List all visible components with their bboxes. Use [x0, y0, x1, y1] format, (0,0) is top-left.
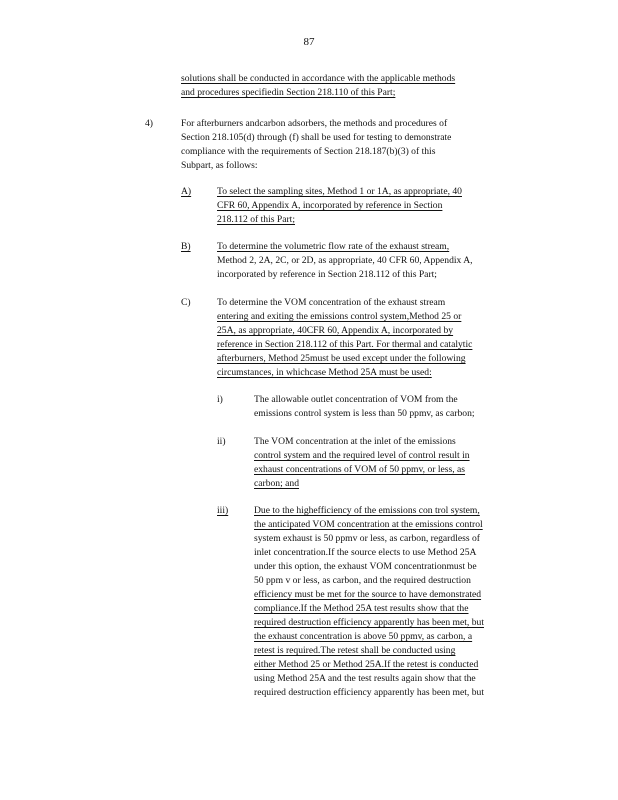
- item-4-paragraph: [181, 117, 531, 173]
- text-line: required destruction efficiency apparently has been met, but: [254, 617, 484, 628]
- page-number: 87: [303, 36, 315, 48]
- item-c-label: C): [181, 297, 191, 308]
- text-line: For afterburners andcarbon adsorbers, the methods and procedures of: [181, 118, 448, 129]
- text-line: the exhaust concentration is above 50 ppmv, as carbon, a: [254, 631, 473, 642]
- item-4-label: 4): [145, 118, 153, 129]
- text-line: using Method 25A and the test results again show that the: [254, 673, 476, 684]
- text-line: and procedures specifiedin Section 218.110 of this Part;: [181, 87, 396, 98]
- text-line: To determine the VOM concentration of the exhaust stream: [217, 297, 446, 308]
- text-line: exhaust concentrations of VOM of 50 ppmv, or less, as: [254, 464, 466, 475]
- intro-paragraph: [181, 72, 531, 100]
- text-line: Section 218.105(d) through (f) shall be used for testing to demonstrate: [181, 132, 452, 143]
- text-line: 218.112 of this Part;: [217, 214, 295, 225]
- text-line: under this option, the exhaust VOM concentrationmust be: [254, 561, 477, 572]
- text-line: either Method 25 or Method 25A.If the retest is conducted: [254, 659, 479, 670]
- text-line: The allowable outlet concentration of VOM from the: [254, 394, 458, 405]
- text-line: reference in Section 218.112 of this Part. For thermal and catalytic: [217, 339, 473, 350]
- text-line: efficiency must be met for the source to have demonstrated: [254, 589, 482, 600]
- text-line: emissions control system is less than 50 ppmv, as carbon;: [254, 408, 475, 419]
- text-line: system exhaust is 50 ppmv or less, as carbon, regardless of: [254, 533, 480, 544]
- item-c-iii-label: iii): [217, 505, 229, 516]
- item-b-label: B): [181, 241, 191, 252]
- text-line: To select the sampling sites, Method 1 or 1A, as appropriate, 40: [217, 186, 462, 197]
- text-line: afterburners, Method 25must be used except under the following: [217, 353, 466, 364]
- item-a-paragraph: [217, 185, 537, 227]
- item-c-ii-paragraph: [254, 435, 544, 491]
- text-line: 25A, as appropriate, 40CFR 60, Appendix A, incorporated by: [217, 325, 454, 336]
- text-line: carbon; and: [254, 478, 300, 489]
- text-line: the anticipated VOM concentration at the emissions control: [254, 519, 483, 530]
- text-line: 50 ppm v or less, as carbon, and the required destruction: [254, 575, 471, 586]
- item-c-i-paragraph: [254, 393, 544, 421]
- item-b-paragraph: [217, 240, 542, 282]
- text-line: incorporated by reference in Section 218.112 of this Part;: [217, 269, 437, 280]
- text-line: entering and exiting the emissions control system,Method 25 or: [217, 311, 462, 322]
- text-line: compliance with the requirements of Section 218.187(b)(3) of this: [181, 146, 436, 157]
- text-line: retest is required.The retest shall be conducted using: [254, 645, 456, 656]
- text-line: circumstances, in whichcase Method 25A must be used:: [217, 367, 432, 378]
- text-line: compliance.If the Method 25A test results show that the: [254, 603, 469, 614]
- text-line: Subpart, as follows:: [181, 160, 258, 171]
- text-line: To determine the volumetric flow rate of the exhaust stream,: [217, 241, 450, 252]
- item-c-i-label: i): [217, 394, 223, 405]
- text-line: CFR 60, Appendix A, incorporated by reference in Section: [217, 200, 443, 211]
- text-line: inlet concentration.If the source elects to use Method 25A: [254, 547, 477, 558]
- item-c-iii-paragraph: [254, 504, 546, 700]
- item-a-label: A): [181, 186, 192, 197]
- item-c-paragraph: [217, 296, 542, 380]
- text-line: Method 2, 2A, 2C, or 2D, as appropriate, 40 CFR 60, Appendix A,: [217, 255, 473, 266]
- text-line: The VOM concentration at the inlet of the emissions: [254, 436, 456, 447]
- item-c-ii-label: ii): [217, 436, 226, 447]
- text-line: Due to the highefficiency of the emissions con trol system,: [254, 505, 480, 516]
- text-line: solutions shall be conducted in accordance with the applicable methods: [181, 73, 456, 84]
- text-line: control system and the required level of control result in: [254, 450, 470, 461]
- text-line: required destruction efficiency apparently has been met, but: [254, 687, 484, 698]
